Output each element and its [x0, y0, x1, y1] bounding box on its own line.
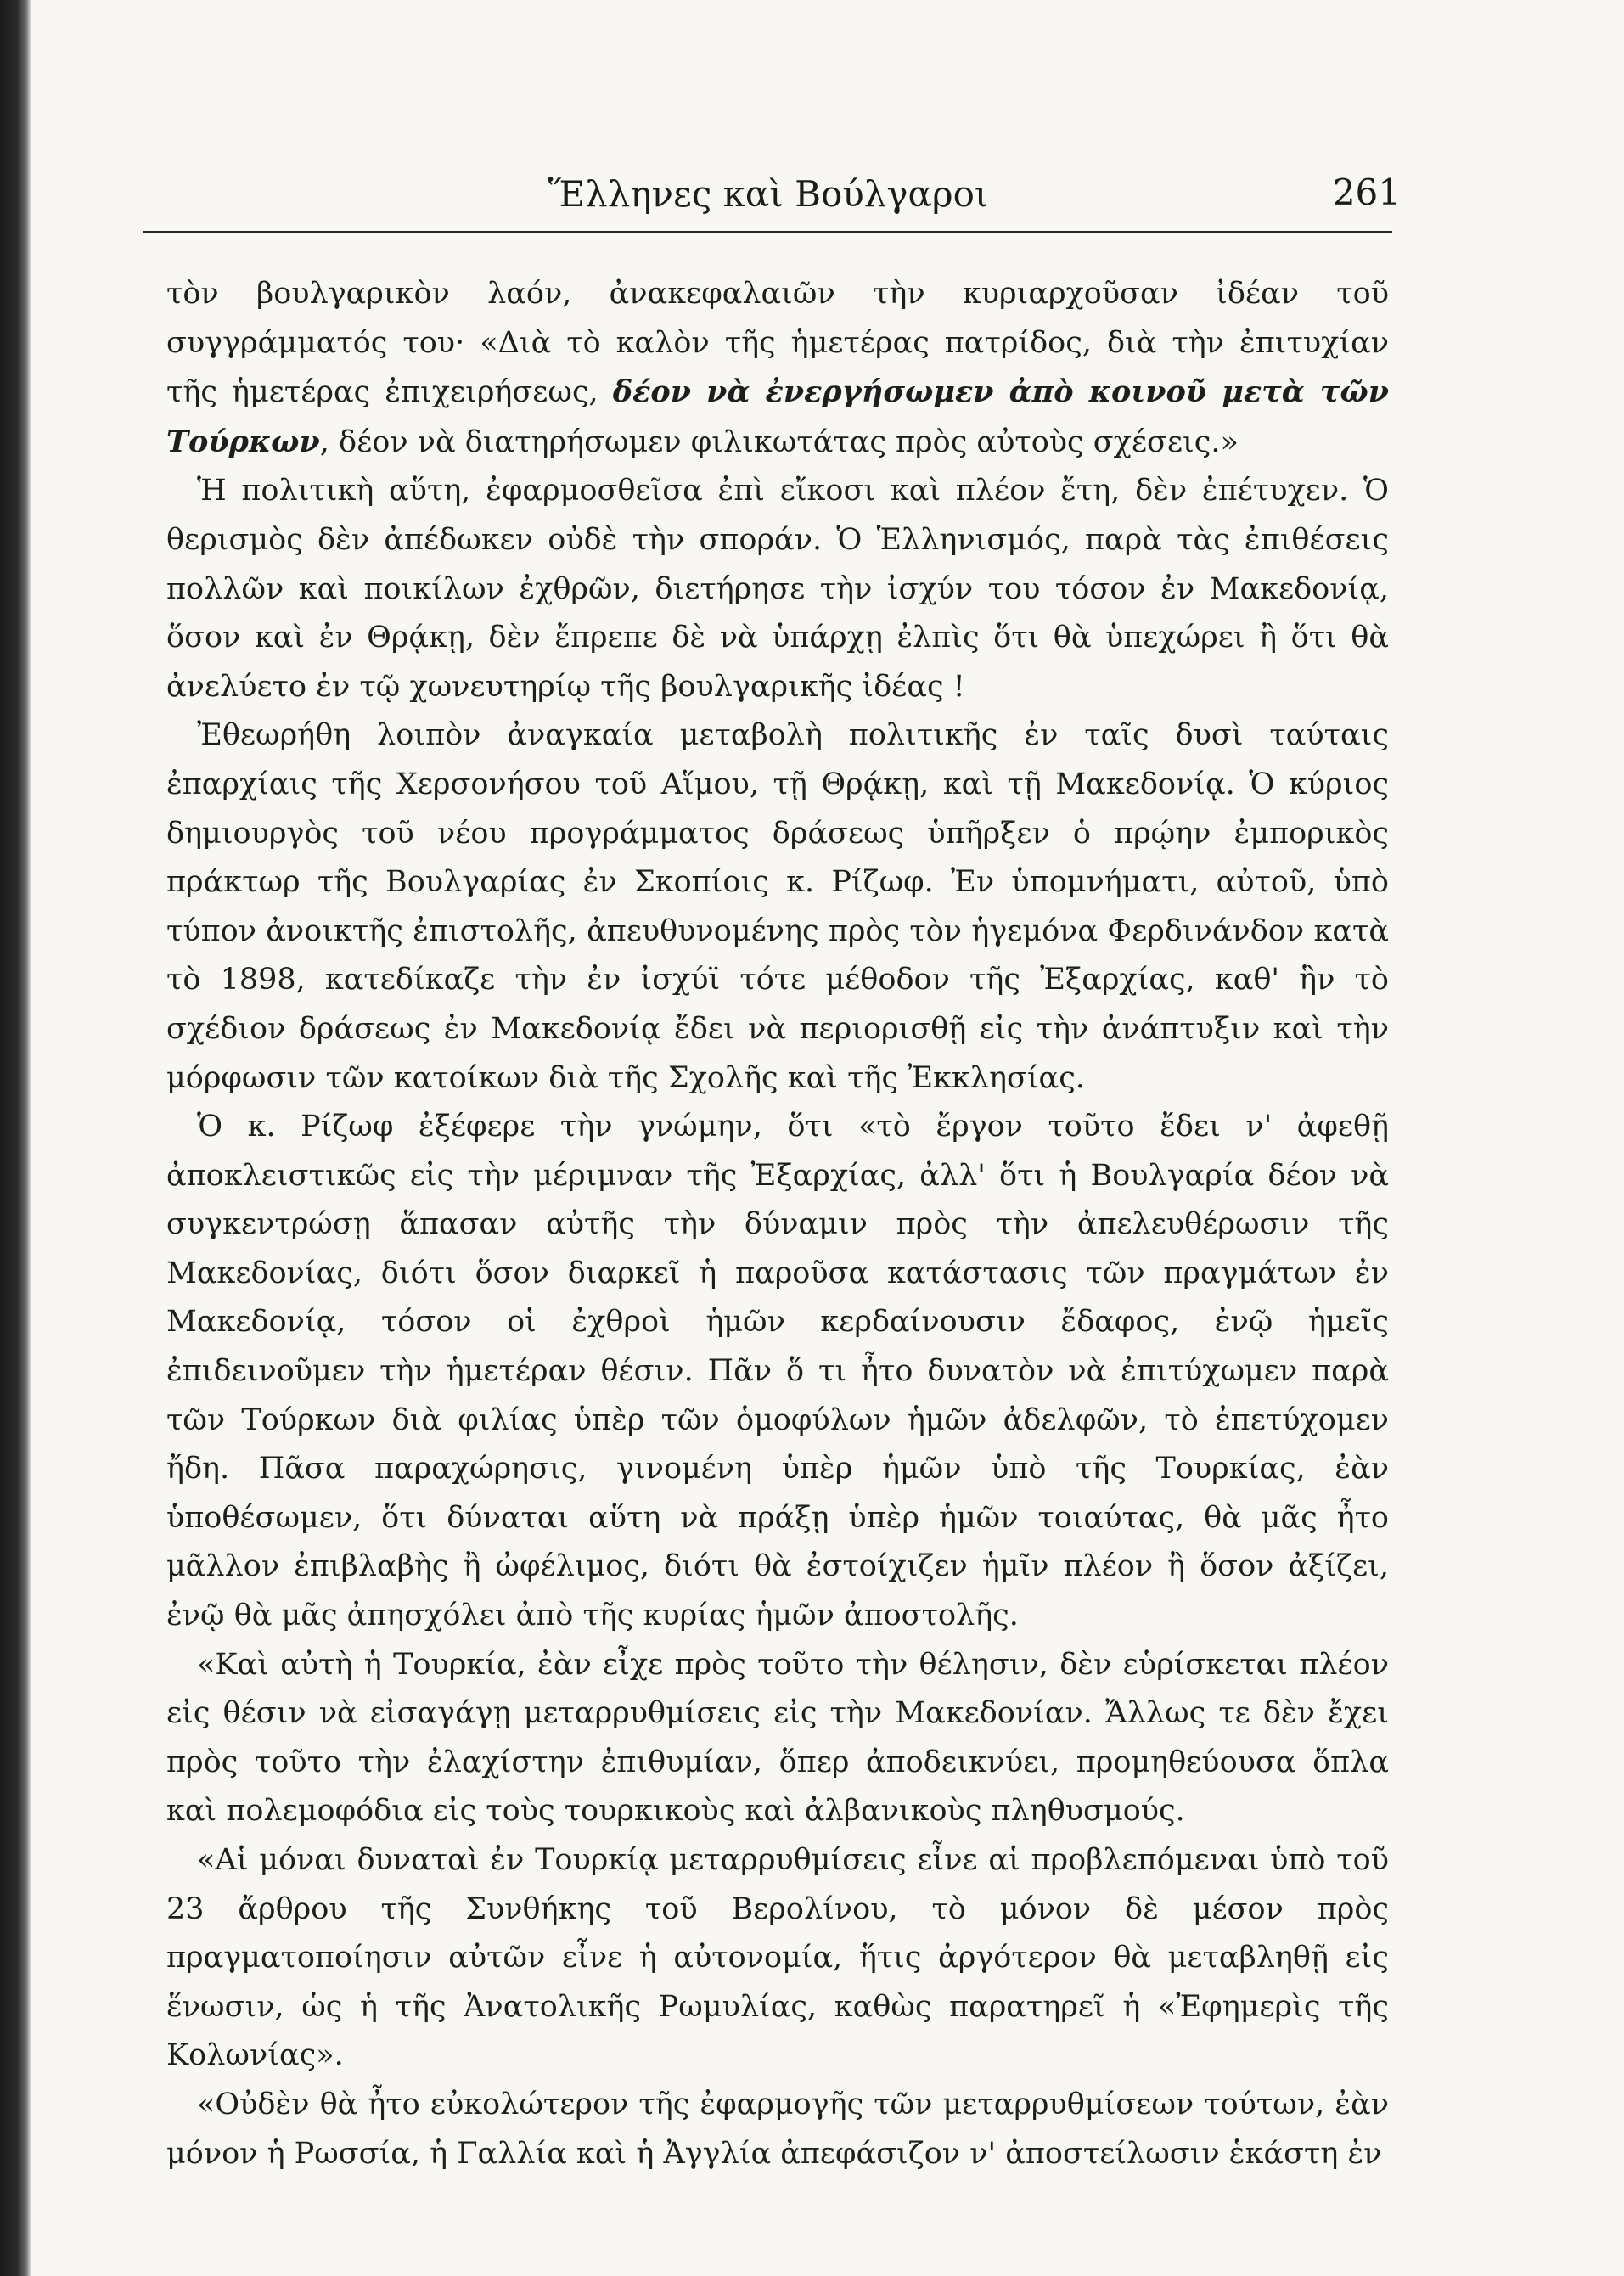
- body-text: [166, 270, 1389, 2178]
- paragraph-1-emphasis: δέον νὰ ἐνεργήσωμεν ἀπὸ κοινοῦ μετὰ τῶν Τούρκων: [166, 374, 1389, 459]
- page-header: [136, 168, 1401, 228]
- paragraph-2: Ἡ πολιτικὴ αὕτη, ἐφαρμοσθεῖσα ἐπὶ εἴκοσι καὶ πλέον ἔτη, δὲν ἐπέτυχεν. Ὁ θερισμὸς δὲν ἀπέδωκεν οὐδὲ τὴν σποράν. Ὁ Ἑλληνισμός, παρὰ τὰς ἐπιθέσεις πολλῶν καὶ ποικίλων ἐχθρῶν, διετήρησε τὴν ἰσχύν του τόσον ἐν Μακεδονίᾳ, ὅσον καὶ ἐν Θρᾴκῃ, δὲν ἔπρεπε δὲ νὰ ὑπάρχῃ ἐλπὶς ὅτι θὰ ὑπεχώρει ἢ ὅτι θὰ ἀνελύετο ἐν τῷ χωνευτηρίῳ τῆς βουλγαρικῆς ἰδέας !: [166, 474, 1389, 704]
- page-number: 261: [1332, 171, 1401, 213]
- paragraph-3: Ἐθεωρήθη λοιπὸν ἀναγκαία μεταβολὴ πολιτικῆς ἐν ταῖς δυσὶ ταύταις ἐπαρχίαις τῆς Χερσονήσου τοῦ Αἵμου, τῇ Θρᾴκῃ, καὶ τῇ Μακεδονίᾳ. Ὁ κύριος δημιουργὸς τοῦ νέου προγράμματος δράσεως ὑπῆρξεν ὁ πρῴην ἐμπορικὸς πράκτωρ τῆς Βουλγαρίας ἐν Σκοπίοις κ. Ρίζωφ. Ἐν ὑπομνήματι, αὐτοῦ, ὑπὸ τύπον ἀνοικτῆς ἐπιστολῆς, ἀπευθυνομένης πρὸς τὸν ἡγεμόνα Φερδινάνδον κατὰ τὸ 1898, κατεδίκαζε τὴν ἐν ἰσχύϊ τότε μέθοδον τῆς Ἐξαρχίας, καθ' ἣν τὸ σχέδιον δράσεως ἐν Μακεδονίᾳ ἔδει νὰ περιορισθῇ εἰς τὴν ἀνάπτυξιν καὶ τὴν μόρφωσιν τῶν κατοίκων διὰ τῆς Σχολῆς καὶ τῆς Ἐκκλησίας.: [166, 718, 1389, 1095]
- paragraph-6: «Αἱ μόναι δυναταὶ ἐν Τουρκίᾳ μεταρρυθμίσεις εἶνε αἱ προβλεπόμεναι ὑπὸ τοῦ 23 ἄρθρου τῆς Συνθήκης τοῦ Βερολίνου, τὸ μόνον δὲ μέσον πρὸς πραγματοποίησιν αὐτῶν εἶνε ἡ αὐτονομία, ἥτις ἀργότερον θὰ μεταβληθῇ εἰς ἕνωσιν, ὡς ἡ τῆς Ἀνατολικῆς Ρωμυλίας, καθὼς παρατηρεῖ ἡ «Ἐφημερὶς τῆς Κολωνίας».: [166, 1843, 1389, 2073]
- paragraph-1-end: , δέον νὰ διατηρήσωμεν φιλικωτάτας πρὸς αὐτοὺς σχέσεις.»: [319, 424, 1239, 459]
- paragraph-1-start: τὸν βουλγαρικὸν λαόν, ἀνακεφαλαιῶν τὴν κυριαρχοῦσαν ἰδέαν τοῦ συγγράμματός του· «Διὰ τὸ καλὸν τῆς ἡμετέρας πατρίδος, διὰ τὴν ἐπιτυχίαν τῆς ἡμετέρας ἐπιχειρήσεως,: [166, 277, 1389, 410]
- running-title: Ἕλληνες καὶ Βούλγαροι: [548, 173, 989, 215]
- paragraph-4: Ὁ κ. Ρίζωφ ἐξέφερε τὴν γνώμην, ὅτι «τὸ ἔργον τοῦτο ἔδει ν' ἀφεθῇ ἀποκλειστικῶς εἰς τὴν μέριμναν τῆς Ἐξαρχίας, ἀλλ' ὅτι ἡ Βουλγαρία δέον νὰ συγκεντρώσῃ ἅπασαν αὐτῆς τὴν δύναμιν πρὸς τὴν ἀπελευθέρωσιν τῆς Μακεδονίας, διότι ὅσον διαρκεῖ ἡ παροῦσα κατάστασις τῶν πραγμάτων ἐν Μακεδονίᾳ, τόσον οἱ ἐχθροὶ ἡμῶν κερδαίνουσιν ἔδαφος, ἐνῷ ἡμεῖς ἐπιδεινοῦμεν τὴν ἡμετέραν θέσιν. Πᾶν ὅ τι ἦτο δυνατὸν νὰ ἐπιτύχωμεν παρὰ τῶν Τούρκων διὰ φιλίας ὑπὲρ τῶν ὁμοφύλων ἡμῶν ἀδελφῶν, τὸ ἐπετύχομεν ἤδη. Πᾶσα παραχώρησις, γινομένη ὑπὲρ ἡμῶν ὑπὸ τῆς Τουρκίας, ἐὰν ὑποθέσωμεν, ὅτι δύναται αὕτη νὰ πράξῃ ὑπὲρ ἡμῶν τοιαύτας, θὰ μᾶς ἦτο μᾶλλον ἐπιβλαβὴς ἢ ὠφέλιμος, διότι θὰ ἐστοίχιζεν ἡμῖν πλέον ἢ ὅσον ἀξίζει, ἐνῷ θὰ μᾶς ἀπησχόλει ἀπὸ τῆς κυρίας ἡμῶν ἀποστολῆς.: [166, 1110, 1389, 1633]
- paragraph-1: [166, 270, 1389, 467]
- header-rule: [143, 231, 1392, 233]
- scan-edge: [0, 0, 31, 2276]
- paragraph-7: «Οὐδὲν θὰ ἦτο εὐκολώτερον τῆς ἐφαρμογῆς τῶν μεταρρυθμίσεων τούτων, ἐὰν μόνον ἡ Ρωσσία, ἡ Γαλλία καὶ ἡ Ἀγγλία ἀπεφάσιζον ν' ἀποστείλωσιν ἑκάστη ἐν: [166, 2087, 1389, 2171]
- paragraph-5: «Καὶ αὐτὴ ἡ Τουρκία, ἐὰν εἶχε πρὸς τοῦτο τὴν θέλησιν, δὲν εὑρίσκεται πλέον εἰς θέσιν νὰ εἰσαγάγῃ μεταρρυθμίσεις εἰς τὴν Μακεδονίαν. Ἄλλως τε δὲν ἔχει πρὸς τοῦτο τὴν ἐλαχίστην ἐπιθυμίαν, ὅπερ ἀποδεικνύει, προμηθεύουσα ὅπλα καὶ πολεμοφόδια εἰς τοὺς τουρκικοὺς καὶ ἀλβανικοὺς πληθυσμούς.: [166, 1647, 1389, 1829]
